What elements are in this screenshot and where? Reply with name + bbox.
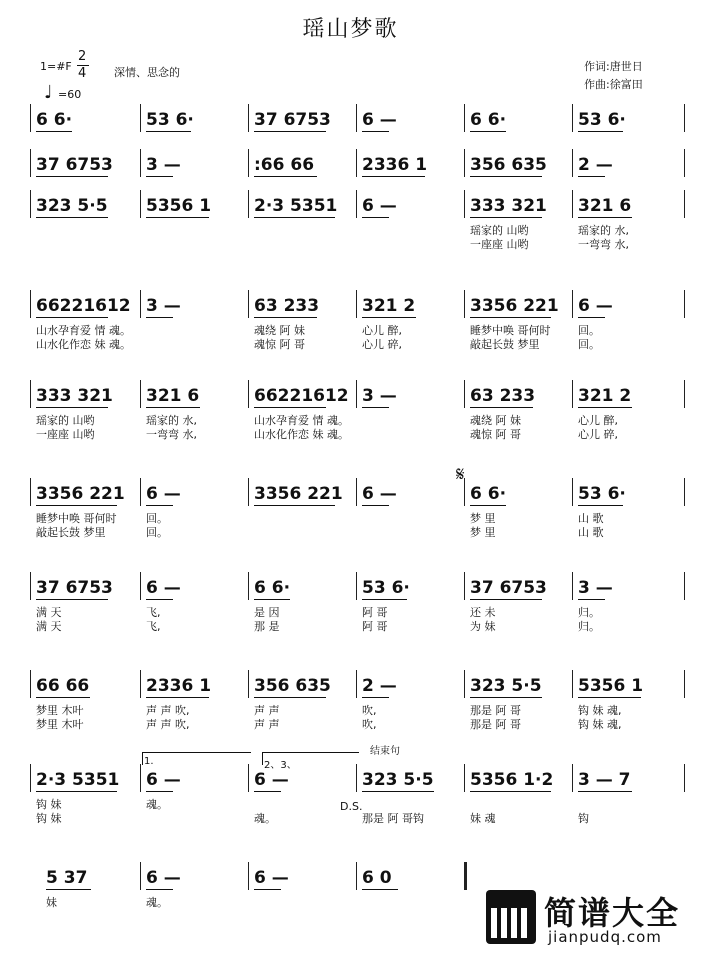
measure-notes: 321 6 <box>146 386 200 406</box>
lyric-verse-2: 一弯弯 水, <box>146 428 197 441</box>
lyricist: 作词:唐世日 <box>584 60 643 73</box>
beam-underline <box>254 791 281 792</box>
lyric-verse-2: 魂。 <box>254 812 276 825</box>
measure-notes: 323 5·5 <box>470 676 542 696</box>
time-signature-top: 2 <box>78 49 87 64</box>
lyric-verse-1: 还 未 <box>470 606 496 619</box>
measure-notes: 3356 221 <box>36 484 125 504</box>
barline <box>464 862 467 890</box>
lyric-verse-1: 满 天 <box>36 606 62 619</box>
lyric-verse-1: 吹, <box>362 704 377 717</box>
beam-underline <box>470 176 542 177</box>
beam-underline <box>362 131 389 132</box>
barline <box>248 862 249 890</box>
measure-notes: 5356 1·2 <box>470 770 554 790</box>
measure-notes: 6 0 <box>362 868 392 888</box>
measure-notes: 333 321 <box>36 386 113 406</box>
lyric-verse-1: 阿 哥 <box>362 606 388 619</box>
site-logo-text: 简谱大全 <box>544 894 681 932</box>
measure-notes: 6 — <box>146 578 181 598</box>
lyric-verse-1: 是 因 <box>254 606 280 619</box>
beam-underline <box>470 697 542 698</box>
beam-underline <box>362 889 398 890</box>
measure-notes: 5356 1 <box>146 196 212 216</box>
barline <box>464 764 465 792</box>
barline <box>356 380 357 408</box>
beam-underline <box>254 889 281 890</box>
lyric-verse-2: 飞, <box>146 620 161 633</box>
barline <box>140 380 141 408</box>
measure-notes: 6 6· <box>254 578 291 598</box>
lyric-verse-2: 那是 阿 哥 <box>470 718 521 731</box>
lyric-verse-1: 飞, <box>146 606 161 619</box>
barline <box>464 572 465 600</box>
barline <box>248 478 249 506</box>
barline <box>30 764 31 792</box>
expression-marking: 深情、思念的 <box>114 66 180 79</box>
volta-1-bracket <box>142 752 251 765</box>
measure-notes: 3 — <box>578 578 613 598</box>
beam-underline <box>36 407 108 408</box>
barline <box>248 104 249 132</box>
tempo-marking: =60 <box>58 88 82 101</box>
lyric-verse-2: 钩 妹 魂, <box>578 718 622 731</box>
beam-underline <box>254 217 335 218</box>
lyric-verse-1: 瑶家的 山哟 <box>36 414 95 427</box>
lyric-verse-1: 回。 <box>578 324 600 337</box>
barline <box>684 478 685 506</box>
lyric-verse-2: 回。 <box>578 338 600 351</box>
coda-label: 结束句 <box>370 746 400 757</box>
barline <box>356 764 357 792</box>
barline <box>464 380 465 408</box>
lyric-verse-2: 那 是 <box>254 620 280 633</box>
barline <box>140 572 141 600</box>
beam-underline <box>470 407 533 408</box>
measure-notes: 2·3 5351 <box>254 196 338 216</box>
measure-notes: 6 6· <box>36 110 73 130</box>
barline <box>140 670 141 698</box>
site-url: jianpudq.com <box>548 928 662 946</box>
barline <box>684 764 685 792</box>
lyric-verse-2: 山水化作恋 妹 魂。 <box>254 428 349 441</box>
measure-notes: 6 6· <box>470 110 507 130</box>
measure-notes: 66 66 <box>36 676 90 696</box>
beam-underline <box>470 217 542 218</box>
barline <box>248 290 249 318</box>
barline <box>572 764 573 792</box>
measure-notes: 3356 221 <box>254 484 343 504</box>
measure-notes: 6 6· <box>470 484 507 504</box>
beam-underline <box>36 505 117 506</box>
lyric-verse-1: 睡梦中唤 哥何时 <box>470 324 551 337</box>
barline <box>684 290 685 318</box>
lyric-verse-2: 魂惊 阿 哥 <box>470 428 521 441</box>
measure-notes: 6 — <box>146 770 181 790</box>
lyric-verse-1: 声 声 吹, <box>146 704 190 717</box>
measure-notes: 3 — <box>146 155 181 175</box>
beam-underline <box>146 217 209 218</box>
barline <box>356 104 357 132</box>
barline <box>30 149 31 177</box>
measure-notes: 66221612 <box>254 386 349 406</box>
measure-notes: 2·3 5351 <box>36 770 120 790</box>
lyric-verse-2: 声 声 <box>254 718 280 731</box>
beam-underline <box>254 176 317 177</box>
beam-underline <box>36 697 90 698</box>
measure-notes: 3356 221 <box>470 296 559 316</box>
barline <box>248 380 249 408</box>
beam-underline <box>578 176 605 177</box>
barline <box>572 104 573 132</box>
barline <box>140 862 141 890</box>
beam-underline <box>578 407 632 408</box>
beam-underline <box>362 217 389 218</box>
lyric-verse-1: 钩 妹 魂, <box>578 704 622 717</box>
beam-underline <box>578 217 632 218</box>
barline <box>30 190 31 218</box>
barline <box>572 190 573 218</box>
measure-notes: 37 6753 <box>36 578 113 598</box>
barline <box>140 149 141 177</box>
beam-underline <box>362 407 389 408</box>
lyric-verse-2: 梦里 木叶 <box>36 718 84 731</box>
beam-underline <box>578 505 623 506</box>
beam-underline <box>470 505 506 506</box>
beam-underline <box>254 697 326 698</box>
beam-underline <box>146 889 173 890</box>
lyric-verse-2: 钩 <box>578 812 589 825</box>
measure-notes: 321 6 <box>578 196 632 216</box>
beam-underline <box>36 131 72 132</box>
measure-notes: 37 6753 <box>470 578 547 598</box>
lyric-verse-1: 瑶家的 水, <box>578 224 629 237</box>
lyric-verse-1: 魂绕 阿 妹 <box>254 324 305 337</box>
beam-underline <box>146 791 173 792</box>
barline <box>356 149 357 177</box>
measure-notes: 2 — <box>362 676 397 696</box>
measure-notes: 6 — <box>578 296 613 316</box>
measure-notes: 37 6753 <box>254 110 331 130</box>
beam-underline <box>578 791 632 792</box>
measure-notes: 63 233 <box>254 296 320 316</box>
barline <box>464 104 465 132</box>
beam-underline <box>362 599 407 600</box>
segno-icon: 𝄋 <box>456 462 465 486</box>
barline <box>248 149 249 177</box>
key-signature: 1=#F <box>40 60 72 73</box>
measure-notes: 356 635 <box>254 676 331 696</box>
beam-underline <box>36 791 117 792</box>
measure-notes: 53 6· <box>362 578 410 598</box>
volta-2-bracket <box>262 752 359 765</box>
measure-notes: 323 5·5 <box>36 196 108 216</box>
lyric-verse-1: 山 歌 <box>578 512 604 525</box>
measure-notes: 3 — <box>146 296 181 316</box>
beam-underline <box>362 176 425 177</box>
beam-underline <box>254 407 326 408</box>
lyric-verse-2: 回。 <box>146 526 168 539</box>
barline <box>684 670 685 698</box>
beam-underline <box>254 505 335 506</box>
lyric-verse-1: 魂。 <box>146 798 168 811</box>
barline <box>356 190 357 218</box>
beam-underline <box>146 317 173 318</box>
lyric-verse-2: 吹, <box>362 718 377 731</box>
measure-notes: 2336 1 <box>146 676 212 696</box>
barline <box>30 670 31 698</box>
beam-underline <box>254 131 326 132</box>
measure-notes: 5356 1 <box>578 676 644 696</box>
beam-underline <box>36 176 108 177</box>
lyric-verse-1: 魂绕 阿 妹 <box>470 414 521 427</box>
barline <box>248 670 249 698</box>
measure-notes: 6 — <box>146 484 181 504</box>
lyric-verse-2: 敲起长鼓 梦里 <box>36 526 106 539</box>
measure-notes: 6 — <box>362 110 397 130</box>
lyric-verse-1: 梦 里 <box>470 512 496 525</box>
barline <box>356 862 357 890</box>
barline <box>140 290 141 318</box>
barline <box>248 572 249 600</box>
lyric-verse-2: 一座座 山哟 <box>36 428 95 441</box>
beam-underline <box>254 317 317 318</box>
measure-notes: 53 6· <box>146 110 194 130</box>
barline <box>140 190 141 218</box>
lyric-verse-2: 钩 妹 <box>36 812 62 825</box>
measure-notes: 53 6· <box>578 110 626 130</box>
beam-underline <box>46 889 91 890</box>
barline <box>140 764 141 792</box>
measure-notes: 356 635 <box>470 155 547 175</box>
lyric-verse-2: 一弯弯 水, <box>578 238 629 251</box>
composer: 作曲:徐富田 <box>584 78 643 91</box>
measure-notes: 3 — 7 <box>578 770 631 790</box>
barline <box>248 764 249 792</box>
lyric-verse-1: 声 声 <box>254 704 280 717</box>
beam-underline <box>470 791 551 792</box>
barline <box>464 149 465 177</box>
lyric-verse-1: 魂。 <box>146 896 168 909</box>
quarter-note-icon: ♩ <box>44 82 53 103</box>
time-signature-bottom: 4 <box>78 66 87 81</box>
lyric-verse-1: 归。 <box>578 606 600 619</box>
barline <box>356 670 357 698</box>
lyric-verse-2: 一座座 山哟 <box>470 238 529 251</box>
measure-notes: 333 321 <box>470 196 547 216</box>
beam-underline <box>146 697 209 698</box>
beam-underline <box>146 131 191 132</box>
lyric-verse-2: 那是 阿 哥钩 <box>362 812 424 825</box>
barline <box>356 478 357 506</box>
barline <box>684 104 685 132</box>
measure-notes: 6 — <box>254 770 289 790</box>
beam-underline <box>578 697 641 698</box>
barline <box>140 104 141 132</box>
volta-2-label: 2、3、 <box>264 760 297 771</box>
measure-notes: 3 — <box>362 386 397 406</box>
lyric-verse-1: 梦里 木叶 <box>36 704 84 717</box>
lyric-verse-2: 魂惊 阿 哥 <box>254 338 305 351</box>
barline <box>356 290 357 318</box>
barline <box>464 670 465 698</box>
barline <box>30 572 31 600</box>
barline <box>30 290 31 318</box>
volta-1-label: 1. <box>144 756 154 767</box>
measure-notes: 2 — <box>578 155 613 175</box>
barline <box>356 572 357 600</box>
measure-notes: 6 — <box>362 196 397 216</box>
lyric-verse-1: 睡梦中唤 哥何时 <box>36 512 117 525</box>
barline <box>572 380 573 408</box>
beam-underline <box>578 131 623 132</box>
lyric-verse-1: 山水孕育爱 情 魂。 <box>254 414 349 427</box>
barline <box>684 149 685 177</box>
lyric-verse-2: 满 天 <box>36 620 62 633</box>
measure-notes: 37 6753 <box>36 155 113 175</box>
lyric-verse-2: 心儿 碎, <box>362 338 402 351</box>
beam-underline <box>254 599 290 600</box>
beam-underline <box>36 217 108 218</box>
measure-notes: 2336 1 <box>362 155 428 175</box>
barline <box>464 290 465 318</box>
lyric-verse-2: 归。 <box>578 620 600 633</box>
barline <box>572 572 573 600</box>
measure-notes: 323 5·5 <box>362 770 434 790</box>
beam-underline <box>470 599 542 600</box>
measure-notes: :66 66 <box>254 155 315 175</box>
lyric-verse-2: 山水化作恋 妹 魂。 <box>36 338 131 351</box>
beam-underline <box>146 599 173 600</box>
barline <box>572 149 573 177</box>
beam-underline <box>362 697 389 698</box>
lyric-verse-2: 心儿 碎, <box>578 428 618 441</box>
lyric-verse-1: 钩 妹 <box>36 798 62 811</box>
beam-underline <box>362 505 389 506</box>
beam-underline <box>146 505 173 506</box>
barline <box>30 380 31 408</box>
measure-notes: 321 2 <box>578 386 632 406</box>
beam-underline <box>146 407 200 408</box>
ds-marking: D.S. <box>340 800 363 813</box>
barline <box>684 572 685 600</box>
lyric-verse-1: 那是 阿 哥 <box>470 704 521 717</box>
beam-underline <box>362 791 434 792</box>
barline <box>248 190 249 218</box>
lyric-verse-2: 敲起长鼓 梦里 <box>470 338 540 351</box>
barline <box>684 380 685 408</box>
measure-notes: 53 6· <box>578 484 626 504</box>
barline <box>572 290 573 318</box>
lyric-verse-1: 瑶家的 山哟 <box>470 224 529 237</box>
barline <box>572 670 573 698</box>
measure-notes: 66221612 <box>36 296 131 316</box>
beam-underline <box>36 599 108 600</box>
measure-notes: 5 37 <box>46 868 88 888</box>
lyric-verse-1: 心儿 醉, <box>362 324 402 337</box>
barline <box>464 190 465 218</box>
lyric-verse-1: 心儿 醉, <box>578 414 618 427</box>
lyric-verse-1: 瑶家的 水, <box>146 414 197 427</box>
beam-underline <box>362 317 416 318</box>
beam-underline <box>36 317 108 318</box>
measure-notes: 6 — <box>254 868 289 888</box>
lyric-verse-1: 山水孕育爱 情 魂。 <box>36 324 131 337</box>
measure-notes: 321 2 <box>362 296 416 316</box>
barline <box>572 478 573 506</box>
lyric-verse-2: 为 妹 <box>470 620 496 633</box>
lyric-verse-1: 回。 <box>146 512 168 525</box>
measure-notes: 6 — <box>146 868 181 888</box>
barline <box>684 190 685 218</box>
barline <box>30 104 31 132</box>
beam-underline <box>470 131 506 132</box>
measure-notes: 63 233 <box>470 386 536 406</box>
measure-notes: 6 — <box>362 484 397 504</box>
piano-logo-icon <box>486 890 536 944</box>
song-title: 瑶山梦歌 <box>302 17 399 42</box>
beam-underline <box>470 317 551 318</box>
beam-underline <box>578 317 605 318</box>
lyric-verse-2: 声 声 吹, <box>146 718 190 731</box>
barline <box>140 478 141 506</box>
lyric-verse-2: 妹 魂 <box>470 812 496 825</box>
barline <box>30 478 31 506</box>
lyric-verse-2: 山 歌 <box>578 526 604 539</box>
beam-underline <box>578 599 605 600</box>
lyric-verse-2: 阿 哥 <box>362 620 388 633</box>
lyric-verse-1: 妹 <box>46 896 57 909</box>
beam-underline <box>146 176 173 177</box>
lyric-verse-2: 梦 里 <box>470 526 496 539</box>
